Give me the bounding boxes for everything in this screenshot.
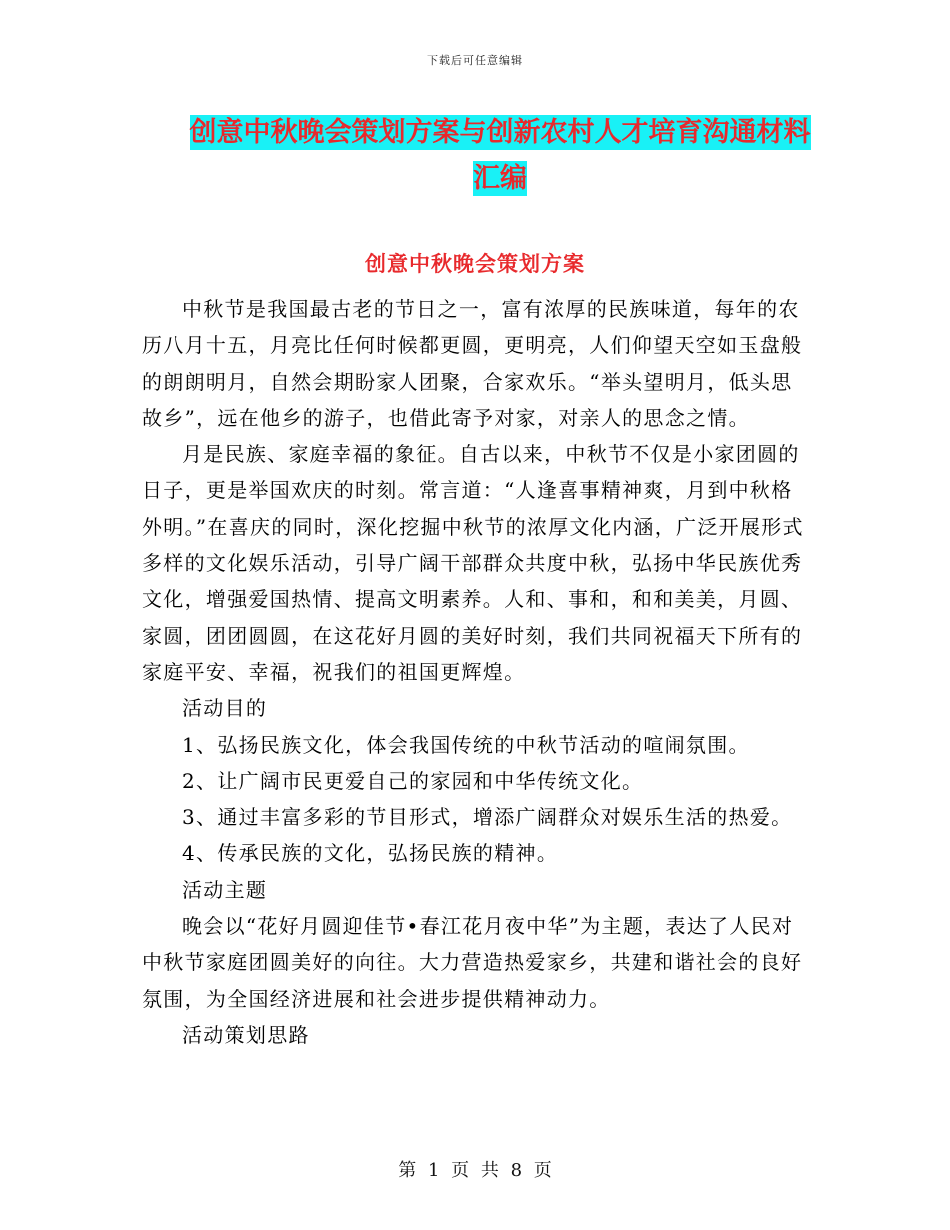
paragraph-intro: 中秋节是我国最古老的节日之一，富有浓厚的民族味道，每年的农历八月十五，月亮比任何时候都更圆，更明亮，人们仰望天空如玉盘般的朗朗明月，自然会期盼家人团聚，合家欢乐。“举头望明月，低头思故乡”，远在他乡的游子，也借此寄予对家，对亲人的思念之情。 xyxy=(142,297,803,430)
theme-paragraph: 晚会以“花好月圆迎佳节•春江花月夜中华”为主题，表达了人民对中秋节家庭团圆美好的向往。大力营造热爱家乡，共建和谐社会的良好氛围，为全国经济进展和社会进步提供精神动力。 xyxy=(142,914,803,1011)
goal-item: 1、弘扬民族文化，体会我国传统的中秋节活动的喧闹氛围。 xyxy=(182,732,750,757)
header-note: 下载后可任意编辑 xyxy=(427,54,523,67)
section-title: 创意中秋晚会策划方案 xyxy=(365,251,585,276)
document-title xyxy=(150,110,850,202)
paragraph-symbol: 月是民族、家庭幸福的象征。自古以来，中秋节不仅是小家团圆的日子，更是举国欢庆的时刻。常言道：“人逢喜事精神爽，月到中秋格外明。”在喜庆的同时，深化挖掘中秋节的浓厚文化内涵，广泛开展形式多样的文化娱乐活动，引导广阔干部群众共度中秋，弘扬中华民族优秀文化，增强爱国热情、提高文明素养。人和、事和，和和美美，月圆、家圆，团团圆圆，在这花好月圆的美好时刻，我们共同祝福天下所有的家庭平安、幸福，祝我们的祖国更辉煌。 xyxy=(142,442,804,684)
body-text xyxy=(142,291,804,1053)
theme-heading: 活动主题 xyxy=(182,877,268,902)
goals-heading: 活动目的 xyxy=(182,696,268,721)
goal-item: 2、让广阔市民更爱自己的家园和中华传统文化。 xyxy=(182,768,644,793)
goal-item: 3、通过丰富多彩的节目形式，增添广阔群众对娱乐生活的热爱。 xyxy=(182,805,793,830)
document-title-line-2: 汇编 xyxy=(473,163,527,194)
goal-item: 4、传承民族的文化，弘扬民族的精神。 xyxy=(182,841,559,866)
document-title-line-1: 创意中秋晚会策划方案与创新农村人才培育沟通材料 xyxy=(189,117,811,148)
page-number-footer: 第 1 页 共 8 页 xyxy=(398,1160,552,1181)
plan-heading: 活动策划思路 xyxy=(182,1022,310,1047)
